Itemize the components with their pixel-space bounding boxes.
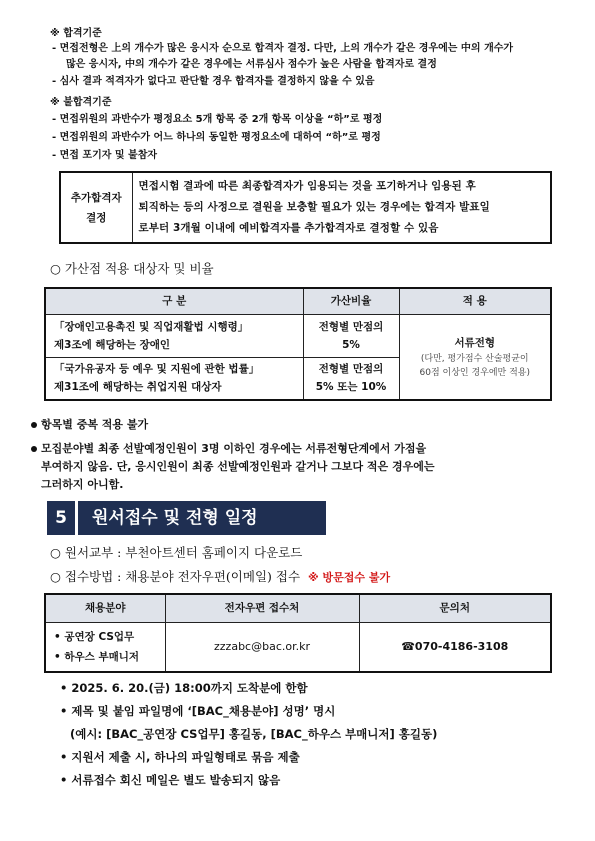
bonus-note-cont: 그러하지 아니함.: [41, 478, 124, 491]
rate-line: 전형별 만점의: [318, 320, 384, 333]
pass-criteria-item: 많은 응시자, 中의 개수가 같은 경우에는 서류심사 점수가 높은 사람을 합격자로 결정: [66, 59, 437, 70]
section-title: 원서접수 및 전형 일정: [78, 501, 326, 535]
text-line: 면접시험 결과에 따른 최종합격자가 임용되는 것을 포기하거나 임용된 후: [138, 180, 476, 192]
contact-cell: ☎070-4186-3108: [359, 622, 551, 672]
email-cell[interactable]: zzzabc@bac.or.kr: [165, 622, 359, 672]
additional-pass-text: [132, 172, 551, 243]
text-line: 퇴직하는 등의 사정으로 결원을 보충할 필요가 있는 경우에는 합격자 발표일: [138, 201, 490, 213]
fail-criteria-item: - 면접위원의 과반수가 평정요소 5개 항목 중 2개 항목 이상을 “하”로 평정: [52, 114, 383, 125]
pass-criteria-item: - 심사 결과 적격자가 없다고 판단할 경우 합격자를 결정하지 않을 수 있음: [52, 76, 375, 87]
label-line: 결정: [86, 211, 107, 224]
apply-note: 60점 이상인 경우에만 적용): [419, 367, 530, 378]
header-category: 구 분: [45, 288, 303, 314]
bonus-note: [31, 441, 426, 457]
apply-main: 서류전형: [454, 336, 496, 349]
category-line: 「장애인고용촉진 및 직업재활법 시행령」: [54, 320, 249, 333]
field-item: • 공연장 CS업무: [54, 630, 135, 643]
note-text: 모집분야별 최종 선발예정인원이 3명 이하인 경우에는 서류전형단계에서 가점을: [41, 442, 427, 455]
bonus-table: [44, 287, 552, 401]
additional-pass-table: [59, 171, 552, 244]
pass-criteria-heading: ※ 합격기준: [50, 28, 102, 39]
fail-criteria-item: - 면접위원의 과반수가 어느 하나의 동일한 평정요소에 대하여 “하”로 평정: [52, 132, 381, 143]
bonus-row-rate: [303, 314, 399, 357]
note-text: 항목별 중복 적용 불가: [41, 418, 149, 431]
bullet-icon: [31, 446, 37, 452]
category-line: 제3조에 해당하는 장애인: [54, 338, 171, 351]
section-number: 5: [47, 501, 75, 535]
deadline-note: • 2025. 6. 20.(금) 18:00까지 도착분에 한함: [60, 681, 308, 695]
no-visit-notice: ※ 방문접수 불가: [308, 571, 391, 584]
bonus-row-category: [45, 357, 303, 400]
filename-example: (예시: [BAC_공연장 CS업무] 홍길동, [BAC_하우스 부매니저] 홍길동): [70, 727, 438, 741]
category-line: 「국가유공자 등 예우 및 지원에 관한 법률」: [54, 363, 260, 376]
field-cell: [45, 622, 165, 672]
header-field: 채용분야: [45, 594, 165, 622]
rate-line: 전형별 만점의: [318, 363, 384, 376]
rate-line: 5% 또는 10%: [315, 381, 387, 394]
no-reply-note: • 서류접수 회신 메일은 별도 발송되지 않음: [60, 773, 281, 787]
pass-criteria-item: - 면접전형은 上의 개수가 많은 응시자 순으로 합격자 결정. 다만, 上의 개수가 같은 경우에는 中의 개수가: [52, 43, 514, 54]
fail-criteria-heading: ※ 불합격기준: [50, 97, 112, 108]
apply-note: (다만, 평가점수 산술평균이: [420, 353, 529, 364]
filename-note: • 제목 및 붙임 파일명에 ‘[BAC_채용분야] 성명’ 명시: [60, 704, 336, 718]
field-item: • 하우스 부매니저: [54, 650, 140, 663]
label-line: 추가합격자: [70, 191, 122, 204]
header-email: 전자우편 접수처: [165, 594, 359, 622]
single-file-note: • 지원서 제출 시, 하나의 파일형태로 묶음 제출: [60, 750, 300, 764]
header-rate: 가산비율: [303, 288, 399, 314]
application-form-line: ○ 원서교부 : 부천아트센터 홈페이지 다운로드: [50, 545, 303, 560]
category-line: 제31조에 해당하는 취업지원 대상자: [54, 381, 222, 394]
header-apply: 적 용: [399, 288, 551, 314]
bonus-note: [31, 417, 148, 433]
header-contact: 문의처: [359, 594, 551, 622]
bonus-note-cont: 부여하지 않음. 단, 응시인원이 최종 선발예정인원과 같거나 그보다 적은 경우에는: [41, 460, 435, 473]
application-method-line: [50, 569, 390, 586]
additional-pass-label: [60, 172, 132, 243]
bullet-icon: [31, 422, 37, 428]
text-line: 로부터 3개월 이내에 예비합격자를 추가합격자로 결정할 수 있음: [138, 222, 439, 234]
bonus-row-category: [45, 314, 303, 357]
rate-line: 5%: [342, 338, 360, 351]
submission-table: [44, 593, 552, 673]
bonus-heading: ○ 가산점 적용 대상자 및 비율: [50, 261, 214, 276]
bonus-row-rate: [303, 357, 399, 400]
bonus-apply-cell: [399, 314, 551, 400]
fail-criteria-item: - 면접 포기자 및 불참자: [52, 150, 158, 161]
method-text: ○ 접수방법 : 채용분야 전자우편(이메일) 접수: [50, 569, 301, 584]
